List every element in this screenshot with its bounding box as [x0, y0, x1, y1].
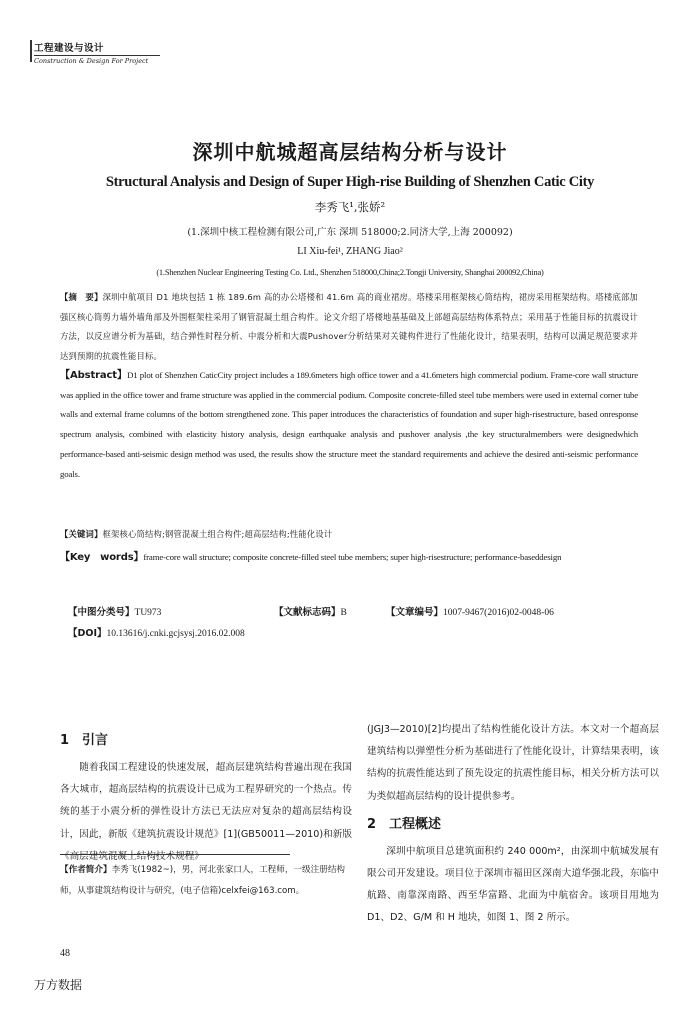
authors-cn: 李秀飞¹,张娇² — [314, 200, 386, 214]
section-2-heading: 2 工程概述 — [367, 816, 442, 832]
document-code — [274, 604, 347, 618]
clc-label: 【中图分类号】 — [68, 607, 135, 618]
footnote-divider — [60, 854, 290, 855]
watermark: 万方数据 — [34, 978, 83, 992]
keywords-en — [60, 548, 638, 568]
footnote-label: 【作者简介】 — [60, 865, 112, 875]
abstract-en-label: 【Abstract】 — [60, 370, 128, 381]
doi-value: 10.13616/j.cnki.gcjsysj.2016.02.008 — [106, 629, 245, 639]
abstract-cn-label: 【摘 要】 — [60, 292, 103, 302]
column-right — [367, 719, 659, 930]
title-cn: 深圳中航城超高层结构分析与设计 — [192, 140, 508, 164]
title-en: Structural Analysis and Design of Super High-rise Building of Shenzhen Catic City — [105, 174, 595, 190]
journal-name-cn: 工程建设与设计 — [34, 43, 105, 54]
clc-number — [68, 604, 161, 618]
doi-label: 【DOI】 — [68, 628, 107, 639]
doc-code-label: 【文献标志码】 — [274, 607, 341, 618]
affiliation-cn: (1.深圳中核工程检测有限公司,广东 深圳 518000;2.同济大学,上海 200092) — [187, 227, 513, 238]
abstract-en — [60, 366, 638, 484]
column-left — [60, 723, 352, 868]
article-no-value: 1007-9467(2016)02-0048-06 — [443, 608, 554, 618]
keywords-cn — [60, 525, 638, 545]
clc-value: TU973 — [134, 608, 162, 618]
section-1-paragraph: 随着我国工程建设的快速发展，超高层建筑结构普遍出现在我国各大城市，超高层结构的抗震设计已成为工程界研究的一个热点。传统的基于小震分析的弹性设计方法已无法应对复杂的超高层结构设计，因此，新版《建筑抗震设计规范》[1](GB50011—2010)和新版《高层建筑混凝土结构技术规程》 — [60, 762, 352, 862]
authors-en: LI Xiu-fei¹, ZHANG Jiao² — [297, 246, 403, 257]
keywords-cn-text: 框架核心筒结构;钢管混凝土组合构件;超高层结构;性能化设计 — [102, 529, 333, 539]
doc-code-value: B — [340, 608, 347, 618]
keywords-en-text: frame-core wall structure; composite concrete-filled steel tube members; super high-risestructure; performance-baseddesign — [143, 552, 562, 562]
abstract-en-text: D1 plot of Shenzhen CaticCity project includes a 189.6meters high office tower and a 41.6meters high commercial podium. Frame-core wall structure was applied in the office tower and frame structure was applied in the commercial podium. Composite concrete-filled steel tube members were used in external corner tube walls and external frame columns of the bottom strengthened zone. This paper introduces the characteristics of foundation and super high-risestructure, based onresponse spectrum analysis, combined with elasticity history analysis, design earthquake analysis and pushover analysis ,the key structuralmembers were designedwhich performance-based anti-seismic design method was used, the results show the structure meet the standard requirements and achieve the desired anti-seismic performance goals. — [60, 370, 638, 479]
keywords-en-label: 【Key words】 — [60, 552, 144, 563]
section-2-paragraph: 深圳中航项目总建筑面积约 240 000m²，由深圳中航城发展有限公司开发建设。项目位于深圳市福田区深南大道华强北段，东临中航路、南靠深南路、西至华富路、北面为中航宿舍。该项目用地为 D1、D2、G/M 和 H 地块，如图 1、图 2 所示。 — [367, 845, 659, 924]
keywords-cn-label: 【关键词】 — [60, 529, 103, 539]
abstract-cn-text: 深圳中航项目 D1 地块包括 1 栋 189.6m 高的办公塔楼和 41.6m 高的商业裙房。塔楼采用框架核心筒结构，裙房采用框架结构。塔楼底部加强区核心筒剪力墙外墙角部及外围框架柱采用了钢管混凝土组合构件。论文介绍了塔楼地基基础及上部超高层结构体系特点；采用基于性能目标的抗震设计方法，以反应谱分析为基础，结合弹性时程分析、中震分析和大震Pushover分析结果对关键构件进行了性能化设计，结果表明，结构可以满足规范要求并达到预期的抗震性能目标。 — [60, 292, 638, 362]
abstract-cn — [60, 288, 638, 367]
article-no-label: 【文章编号】 — [386, 607, 444, 618]
journal-header-rule — [30, 40, 32, 62]
article-number — [386, 604, 554, 618]
journal-name-en: Construction & Design For Project — [34, 55, 160, 65]
page-number: 48 — [60, 948, 70, 959]
affiliation-en: (1.Shenzhen Nuclear Engineering Testing Co. Ltd., Shenzhen 518000,China;2.Tongji University, Shanghai 200092,China) — [156, 268, 544, 277]
doi — [68, 625, 245, 639]
footnote-text: 李秀飞(1982~)，男，河北张家口人，工程师，一级注册结构师，从事建筑结构设计与研究，(电子信箱)celxfei@163.com。 — [60, 865, 346, 896]
section-1-heading: 1 引言 — [60, 733, 109, 748]
author-footnote — [60, 860, 352, 902]
section-1-continuation: (JGJ3—2010)[2]均提出了结构性能化设计方法。本文对一个超高层建筑结构以弹塑性分析为基础进行了性能化设计，计算结果表明，该结构的抗震性能达到了预先设定的抗震性能目标，相关分析方法可以为类似超高层结构的设计提供参考。 — [367, 724, 659, 802]
journal-header — [30, 40, 160, 65]
